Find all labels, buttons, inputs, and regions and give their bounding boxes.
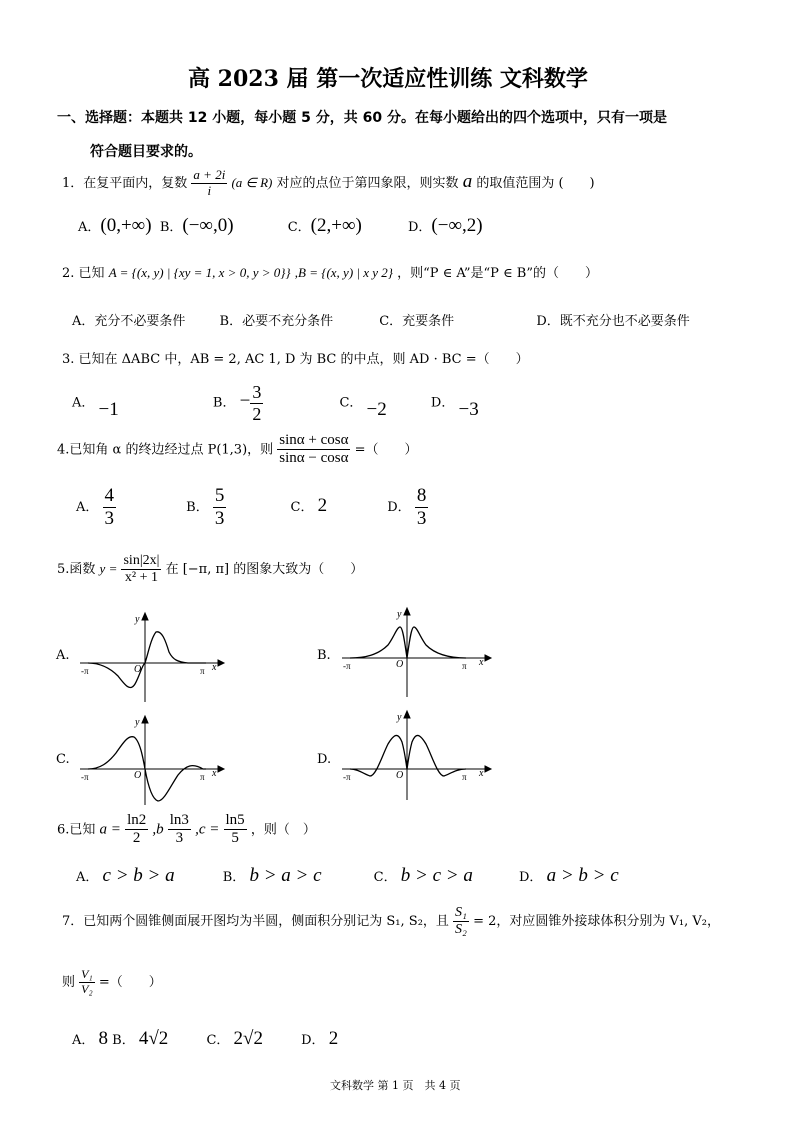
axes — [80, 716, 224, 805]
q6-options: A． c > b > a B． b > a > c C． b > c > a D． a > b > c — [76, 865, 619, 886]
option-c[interactable]: C． — [339, 395, 363, 411]
svg-text:O: O — [396, 770, 404, 781]
question-2: 2. 已知 A = {(x, y) | {xy = 1, x > 0, y > 0}} ,B = {(x, y) | x y 2} ，则“P ∈ A”是“P ∈ B”的（ ） — [62, 265, 598, 281]
option-a[interactable]: A． — [76, 870, 99, 885]
option-a[interactable]: A． — [76, 499, 99, 515]
option-c[interactable]: C． — [206, 1033, 230, 1048]
q3-fraction: $\frac{3}{2}$ — [252, 382, 262, 424]
graph-d-label[interactable]: D. — [317, 752, 332, 767]
option-b[interactable]: B． — [112, 1033, 135, 1048]
svg-text:y: y — [397, 712, 402, 723]
curve — [88, 632, 206, 688]
svg-text:π: π — [462, 661, 467, 671]
graph-a-label[interactable]: A. — [56, 648, 70, 663]
svg-text:-π: -π — [343, 772, 351, 782]
question-6: 6.已知 a = $\frac{\ln 2}{2}$ ,b $\frac{\ln 3}{3}$ ,c = $\frac{\ln 5}{5}$ ，则（ ） — [57, 812, 316, 847]
graph-b-label[interactable]: B. — [317, 648, 331, 663]
q5-fraction: $\frac{\sin|2x|}{\text{x² + 1}}$ — [123, 553, 160, 586]
option-a[interactable]: A． — [72, 1033, 95, 1048]
option-d[interactable]: D． — [407, 220, 432, 235]
q7-options: A． 8 B． 4√2 C． 2√2 D． 2 — [72, 1028, 339, 1049]
q2-options — [72, 310, 690, 329]
svg-text:x: x — [479, 657, 484, 668]
curve — [350, 627, 466, 658]
svg-text:O: O — [134, 770, 142, 781]
graph-c[interactable] — [78, 713, 228, 808]
page-footer: 文科数学 第 1 页 共 4 页 — [330, 1079, 461, 1092]
origin-label: O — [134, 664, 142, 675]
option-d[interactable]: D．既不充分也不必要条件 — [536, 314, 690, 329]
option-a[interactable]: A． — [78, 220, 101, 235]
q1-fraction: $\frac{a + 2i}{i}$ — [193, 167, 226, 198]
curve — [350, 735, 466, 776]
option-b[interactable]: B． — [222, 870, 246, 885]
question-7-cont: 则 $\frac{\text{V₁}}{\text{V₂}}$ =（ ） — [62, 967, 162, 996]
pi-label: π — [200, 666, 205, 676]
question-5: 5.函数 y = $\frac{\sin|2x|}{\text{x² + 1}}$ 在 [−π, π] 的图象大致为（ ） — [57, 553, 364, 586]
axes — [342, 711, 491, 800]
svg-text:y: y — [397, 609, 402, 620]
question-3: 3. 已知在 ΔABC 中，AB = 2, AC 1, D 为 BC 的中点，则 AD · BC =（ ） — [62, 352, 529, 367]
graph-a[interactable] — [78, 610, 228, 705]
q1-options: A．(0,+∞) B．(−∞,0) C．(2,+∞) D．(−∞,2) — [78, 215, 483, 236]
option-b[interactable]: B． — [159, 220, 183, 235]
option-c[interactable]: C．充要条件 — [379, 314, 455, 329]
option-d[interactable]: D． — [430, 395, 455, 411]
svg-text:x: x — [212, 768, 217, 779]
option-b[interactable]: B． — [186, 499, 209, 515]
graph-d[interactable] — [340, 708, 495, 803]
option-d[interactable]: D． — [518, 870, 543, 885]
question-7: 7．已知两个圆锥侧面展开图均为半圆，侧面积分别记为 S₁, S₂，且 $\frac{\text{S₁}}{\text{S₂}}$ = 2，对应圆锥外接球体积分别为 V₁, V₂， — [62, 905, 720, 938]
svg-text:-π: -π — [343, 661, 351, 671]
option-b[interactable]: B．必要不充分条件 — [219, 314, 334, 329]
y-label: y — [135, 614, 140, 625]
option-c[interactable]: C． — [287, 220, 311, 235]
q4-options: A． $\frac{4}{3}$ B． $\frac{5}{3}$ C． 2 D． $\frac{8}{3}$ — [76, 485, 427, 529]
question-4: 4.已知角 α 的终边经过点 P(1,3)，则 $\frac{\sin\alpha + \cos\alpha}{\sin\alpha - \cos\alpha}$ =（ ） — [57, 432, 418, 467]
axes — [80, 613, 224, 702]
option-b[interactable]: B． — [212, 395, 236, 411]
option-d[interactable]: D． — [301, 1033, 325, 1048]
graph-c-label[interactable]: C. — [56, 752, 70, 767]
svg-text:x: x — [479, 768, 484, 779]
option-d[interactable]: D． — [387, 499, 411, 515]
svg-text:O: O — [396, 659, 404, 670]
option-a[interactable]: A．充分不必要条件 — [72, 314, 186, 329]
section-heading-cont: 符合题目要求的。 — [90, 144, 202, 160]
section-heading: 一、选择题：本题共 12 小题，每小题 5 分，共 60 分。在每小题给出的四个选项中，只有一项是 — [57, 110, 667, 126]
axes — [342, 608, 491, 697]
negpi-label: -π — [81, 666, 89, 676]
question-1: 1．在复平面内，复数 $\frac{a + 2i}{i}$ (a ∈ R) 对应的点位于第四象限，则实数 a 的取值范围为 ( ) — [62, 167, 595, 198]
svg-text:π: π — [200, 772, 205, 782]
q4-fraction: $\frac{\sin\alpha + \cos\alpha}{\sin\alpha - \cos\alpha}$ — [279, 432, 349, 467]
svg-text:y: y — [135, 717, 140, 728]
svg-text:-π: -π — [81, 772, 89, 782]
svg-text:π: π — [462, 772, 467, 782]
x-label: x — [212, 662, 217, 673]
q3-options: A． −1 B． − $\frac{3}{2}$ C． −2 D． −3 — [72, 382, 479, 424]
option-a[interactable]: A． — [72, 395, 95, 411]
option-c[interactable]: C． — [290, 499, 314, 515]
option-c[interactable]: C． — [373, 870, 397, 885]
graph-b[interactable] — [340, 605, 495, 700]
page-title: 高 2023 届 第一次适应性训练 文科数学 — [188, 66, 588, 92]
